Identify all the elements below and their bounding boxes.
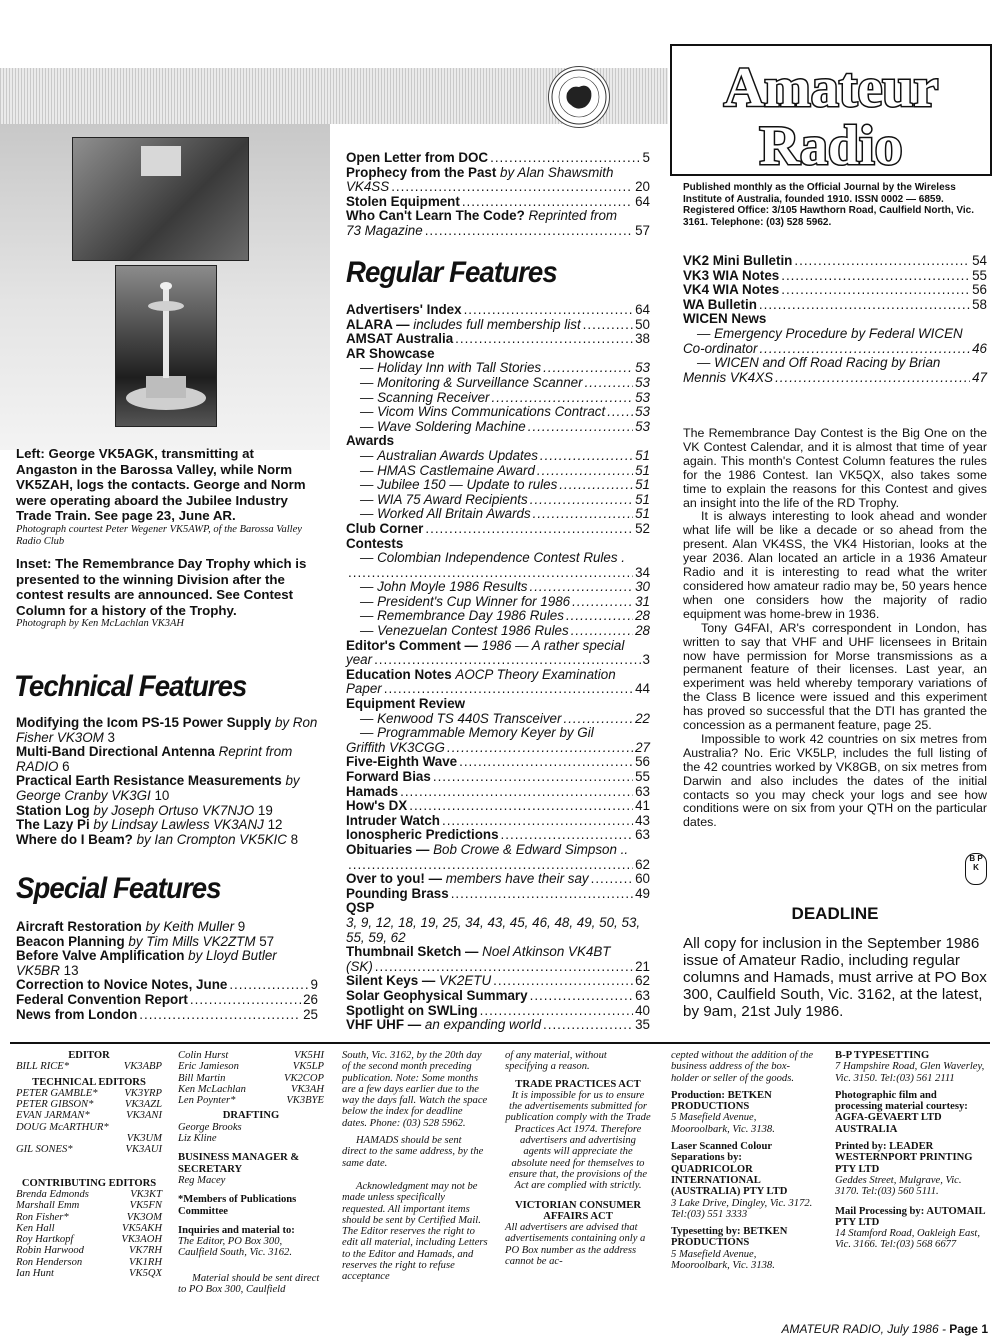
toc-entry-title[interactable]: Prophecy from the Past bbox=[346, 164, 497, 180]
typesetting-address: 5 Masefield Avenue, Mooroolbark, Vic. 3138. bbox=[671, 1248, 775, 1272]
toc-entry-page: 31 bbox=[635, 593, 650, 609]
toc-entry-page: 28 bbox=[635, 608, 650, 624]
toc-entry-title[interactable]: Who Can't Learn The Code? bbox=[346, 208, 525, 224]
toc-entry-title[interactable]: Five-Eighth Wave bbox=[346, 754, 458, 770]
photo-credit-left: Photograph courtest Peter Wegener VK5AWP, of the Barossa Valley Radio Club bbox=[16, 524, 302, 547]
toc-entry-title[interactable]: The Lazy Pi bbox=[16, 817, 90, 833]
toc-entry-title[interactable]: Aircraft Restoration bbox=[16, 919, 142, 934]
toc-entry-page: 21 bbox=[635, 958, 650, 974]
toc-entry-page: 3 bbox=[642, 652, 650, 668]
toc-subentry[interactable]: Holiday Inn with Tall Stories bbox=[377, 360, 542, 376]
toc-entry-author: VK4SS bbox=[346, 179, 390, 195]
toc-entry-page: 56 bbox=[635, 754, 650, 770]
printer-address: Geddes Street, Mulgrave, Vic. 3170. Tel:(03) 560 5111. bbox=[835, 1174, 962, 1198]
wia-emblem bbox=[548, 66, 610, 128]
toc-entry-page: 22 bbox=[635, 710, 650, 726]
toc-entry-title[interactable]: Where do I Beam? bbox=[16, 831, 133, 847]
toc-entry-title[interactable]: ALARA — bbox=[346, 316, 410, 332]
toc-subentry[interactable]: Scanning Receiver bbox=[377, 389, 490, 405]
toc-entry-page: 3 bbox=[107, 729, 115, 745]
laser-heading: Laser Scanned Colour Separations by: QUADRICOLOR INTERNATIONAL (AUSTRALIA) PTY LTD bbox=[671, 1141, 788, 1198]
staff-callsign: VK5HI bbox=[293, 1050, 324, 1061]
toc-entry-title[interactable]: VK4 WIA Notes bbox=[683, 282, 780, 298]
toc-entry-page: 46 bbox=[972, 340, 987, 356]
toc-subentry[interactable]: Remembrance Day 1986 Rules bbox=[377, 608, 564, 624]
staff-name: Colin Hurst bbox=[178, 1050, 229, 1061]
toc-entry-title[interactable]: Hamads bbox=[346, 783, 399, 799]
staff-callsign: VK5AKH bbox=[121, 1222, 162, 1234]
toc-entry-page: 10 bbox=[154, 787, 170, 803]
toc-entry-page: 51 bbox=[635, 477, 650, 493]
intro-paragraph: Impossible to work 42 countries on six metres from Australia? No. Eric VK5LP, includes the full listing of the 42 countries worked by VK8GB, on six metres from Darwin and also includes the dates of the initial contacts so you may check your logs and see how conditions were on six from your QTH on the particular dates. bbox=[683, 731, 987, 830]
toc-entry-page: 52 bbox=[635, 520, 650, 536]
regular-features-list: Advertisers' Index ..... 64 ALARA — includes full membership list ..... 50 AMSAT Australia ..... 38 AR Showcase — Holiday Inn with Tall Stories ..... 53 — Monitoring & Surveillance Scanner ..... 53 — Scanning Receiver ..... 53 — Vicom Wins Communications Contract ..... 53 — Wave Soldering Machine ..... 53 Awards — Australian Awards Updates ..... 51 — HMAS Castlemaine Award ..... 51 — Jubilee 150 — Update to rules ..... 51 — WIA 75 Award Recipients ..... 51 — Worked All Britain Awards ..... 51 Club Corner ..... 52 Contests — Colombian Independence Contest Rules . ..... 34 — John Moyle 1986 Results ..... 30 — President's Cup Winner for 1986 ..... 31 — Remembrance Day 1986 Rules ..... 28 — Venezuelan Contest 1986 Rules ..... 28 Editor's Comment — 1986 — A rather special year ..... 3 Education Notes AOCP Theory Examination Paper ..... 44 Equipment Review — Kenwood TS 440S Transceiver ..... 22 — Programmable Memory Keyer by Gil Griffith VK3CGG ..... 27 Five-Eighth Wave ..... 56 Forward Bias ..... 55 Hamads ..... 63 How's DX ..... 41 Intruder Watch ..... 43 Ionospheric Predictions ..... 63 Obituaries — Bob Crowe & Edward Simpson .. ..... 62 Over to you! — members have their say ..... 60 Pounding Brass ..... 49 QSP 3, 9, 12, 18, 19, 25, 34, 43, 45, 46, 48, 49, 50, 53, 55, 59, 62 Thumbnail Sketch — Noel Atkinson VK4BT (SK) ..... 21 Silent Keys — VK2ETU ..... 62 Solar Geophysical Summary ..... 63 Spotlight on SWLing ..... 40 VHF UHF — an expanding world ..... 35 bbox=[346, 303, 650, 1033]
toc-entry-page: 20 bbox=[635, 179, 650, 195]
operators-photo bbox=[72, 137, 249, 261]
toc-subentry[interactable]: Worked All Britain Awards bbox=[377, 506, 531, 522]
toc-entry-page: 49 bbox=[635, 885, 650, 901]
staff-name: Bill Martin bbox=[178, 1072, 226, 1084]
toc-entry-page: 41 bbox=[635, 798, 650, 814]
bp-heading: B-P TYPESETTING bbox=[835, 1050, 930, 1061]
toc-entry-page: 50 bbox=[635, 316, 650, 332]
contributing-heading: CONTRIBUTING EDITORS bbox=[21, 1177, 157, 1189]
toc-entry-page: 13 bbox=[63, 962, 79, 978]
mail-heading: Mail Processing by: AUTOMAIL PTY LTD bbox=[835, 1205, 985, 1228]
logo-line2: Radio bbox=[759, 115, 903, 174]
toc-entry-title[interactable]: Correction to Novice Notes, June bbox=[16, 977, 228, 993]
technical-heading: Technical Features bbox=[14, 670, 247, 703]
masthead-logo bbox=[670, 44, 992, 176]
toc-subentry[interactable]: Jubilee 150 — Update to rules bbox=[377, 477, 558, 493]
toc-subentry[interactable]: Venezuelan Contest 1986 Rules bbox=[377, 623, 569, 639]
film-credit: Photographic film and processing material courtesy: AGFA-GEVAERT LTD AUSTRALIA bbox=[835, 1089, 968, 1135]
hamads-note: HAMADS should be sent direct to the same address, by the same date. bbox=[342, 1135, 484, 1169]
initials-badge: B P K bbox=[965, 853, 987, 885]
editor-heading: EDITOR bbox=[68, 1050, 110, 1061]
toc-entry-page: 25 bbox=[303, 1006, 318, 1022]
staff-name: Ian Hunt bbox=[16, 1268, 54, 1280]
toc-entry-title[interactable]: Over to you! — bbox=[346, 871, 442, 887]
editorial-intro bbox=[683, 427, 987, 830]
staff-name: George Brooks bbox=[178, 1121, 242, 1133]
toc-subentry[interactable]: Programmable Memory Keyer by Gil bbox=[377, 725, 594, 741]
toc-entry-title[interactable]: How's DX bbox=[346, 798, 408, 814]
staff-callsign: VK3ANI bbox=[126, 1110, 162, 1122]
toc-entry-title[interactable]: Advertisers' Index bbox=[346, 302, 462, 317]
toc-entry-page: 8 bbox=[290, 831, 299, 847]
toc-entry-page: 62 bbox=[635, 973, 650, 989]
footer-magazine: AMATEUR RADIO, bbox=[781, 1322, 884, 1336]
toc-section-title[interactable]: AR Showcase bbox=[346, 345, 435, 361]
toc-entry-author: by Lloyd Butler VK5BR bbox=[16, 948, 277, 978]
staff-name: Liz Kline bbox=[178, 1133, 217, 1145]
inquiries-heading: Inquiries and material to: bbox=[178, 1224, 295, 1236]
toc-entry-page: 35 bbox=[635, 1017, 650, 1033]
toc-subentry[interactable]: Monitoring & Surveillance Scanner bbox=[377, 374, 583, 390]
toc-entry-author: Noel Atkinson VK4BT bbox=[482, 944, 611, 960]
toc-entry-page: 27 bbox=[635, 739, 650, 755]
tpa-text: It is impossible for us to ensure the advertisements submitted for publication comply with the Trade Practices Act 1974. Therefore advertisers and advertising agents will appreciate the absolute need for themselves to ensure that, the provisions of the Act are complied with strictly. bbox=[505, 1089, 651, 1192]
staff-callsign: VK3AUI bbox=[125, 1144, 162, 1156]
toc-entry-page: 55 bbox=[972, 267, 987, 283]
toc-entry-author: AOCP Theory Examination bbox=[455, 666, 616, 682]
toc-entry-title[interactable]: VHF UHF — bbox=[346, 1017, 422, 1033]
toc-entry-author: by Ron Fisher VK3OM bbox=[16, 715, 318, 745]
staff-name: Ron Henderson bbox=[16, 1256, 83, 1268]
intro-paragraph: The Remembrance Day Contest is the Big One on the VK Contest Calendar, and it is almost that time of year again. This month's Contest Column features the rules for the 1986 Contest. Ian VK5QX, also takes some time to explain the reasons for this Contest and gives an insight into the life of the RD Trophy. bbox=[683, 426, 987, 510]
toc-entry-author: Reprinted from bbox=[528, 208, 618, 224]
toc-entry-page: 54 bbox=[972, 253, 987, 268]
staff-callsign: VK3YRP bbox=[124, 1087, 162, 1099]
toc-entry-page: 64 bbox=[635, 193, 650, 209]
photo-caption-left: Left: George VK5AGK, transmitting at Angaston in the Barossa Valley, while Norm VK5ZAH, logs the contacts. George and Norm were operating aboard the Jubilee Industry Trade Train. See page 23, June AR. bbox=[16, 446, 306, 523]
toc-entry-author: year bbox=[346, 652, 373, 668]
toc-subentry[interactable]: Wave Soldering Machine bbox=[377, 418, 526, 434]
production-heading: Production: BETKEN PRODUCTIONS bbox=[671, 1089, 772, 1113]
bp-address: 7 Hampshire Road, Glen Waverley, Vic. 3150. Tel:(03) 561 2111 bbox=[835, 1061, 985, 1084]
staff-name: Brenda Edmonds bbox=[16, 1188, 89, 1200]
toc-subentry[interactable]: HMAS Castlemaine Award bbox=[377, 462, 535, 478]
toc-section-title[interactable]: Contests bbox=[346, 535, 404, 551]
staff-callsign: VK3ABP bbox=[123, 1061, 162, 1073]
toc-entry-page: 5 bbox=[642, 150, 650, 165]
toc-entry-page: 55 bbox=[635, 769, 650, 784]
toc-entry-title[interactable]: Multi-Band Directional Antenna bbox=[16, 744, 215, 760]
toc-entry-title[interactable]: Station Log bbox=[16, 802, 90, 818]
toc-entry-page: 62 bbox=[635, 856, 650, 872]
toc-section-title[interactable]: WICEN News bbox=[683, 311, 767, 327]
vca-text-cont: cepted without the addition of the business address of the box-holder or seller of the goods. bbox=[671, 1050, 814, 1084]
toc-section-title[interactable]: Equipment Review bbox=[346, 696, 466, 712]
intro-paragraph: It is always interesting to look ahead and wonder what life will be like a decade or so ahead from the present. Alan VK4SS, the VK4 Historian, looks at the year 2036. Alan located an article in a 1936 Amateur Radio and it is interesting to read what the writer considered how amateur radio may be, 50 years hence when one considers how the majority of radio equipment was home-brew in 1936. bbox=[683, 509, 987, 621]
deadline-title: DEADLINE bbox=[791, 904, 879, 923]
toc-entry-page: 58 bbox=[972, 296, 987, 312]
intro-paragraph: Tony G4FAI, AR's correspondent in London, has written to say that VHF and UHF licensees in Britain now have permission for Morse transmissions as a permanent feature of their licenses. Last year, an experiment was held whereby temporary variations of the Class B licence were issued and this experiment has proved so successful that the DTI has granted the concession as a permanent feature, page 25. bbox=[683, 620, 987, 733]
toc-entry-page: 51 bbox=[635, 491, 650, 507]
divider bbox=[10, 1042, 990, 1044]
staff-callsign: VK3OM bbox=[126, 1211, 162, 1223]
toc-entry-title[interactable]: WA Bulletin bbox=[683, 296, 757, 312]
refusal-note: of any material, without specifying a reason. bbox=[505, 1050, 607, 1073]
staff-name: PETER GIBSON* bbox=[16, 1099, 94, 1111]
toc-entry-author: includes full membership list bbox=[413, 316, 581, 332]
toc-entry-author: by George Cranby VK3GI bbox=[16, 773, 300, 803]
toc-subentry[interactable]: WIA 75 Award Recipients bbox=[377, 491, 528, 507]
staff-callsign: VK3KT bbox=[130, 1188, 162, 1200]
toc-entry-title[interactable]: Stolen Equipment bbox=[346, 193, 460, 209]
acknowledgment-note: Acknowledgment may not be made unless specifically requested. All important items should be sent by Certified Mail. The Editor reserves the right to edit all material, including Letters to the Editor and Hamads, and reserves the right to refuse acceptance bbox=[342, 1180, 488, 1283]
staff-name: PETER GAMBLE* bbox=[16, 1087, 98, 1099]
toc-subentry[interactable]: John Moyle 1986 Results bbox=[377, 579, 528, 595]
staff-name: EVAN JARMAN* bbox=[16, 1110, 90, 1122]
staff-name: Ken Hall bbox=[16, 1222, 55, 1234]
staff-name: Roy Hartkopf bbox=[16, 1234, 74, 1246]
staff-callsign: VK2COP bbox=[283, 1072, 324, 1084]
toc-entry-author: by Ian Crompton VK5KIC bbox=[136, 831, 287, 847]
toc-entry-page: 40 bbox=[635, 1002, 650, 1018]
toc-entry-page: 9 bbox=[310, 977, 318, 993]
typesetting-heading: Typesetting by: BETKEN PRODUCTIONS bbox=[671, 1226, 788, 1249]
staff-col-1 bbox=[16, 1050, 162, 1279]
members-note: *Members of Publications Committee bbox=[178, 1194, 297, 1217]
toc-entry-page: 53 bbox=[635, 418, 650, 434]
staff-callsign: VK1RH bbox=[129, 1256, 162, 1268]
toc-subentry: Co-ordinator bbox=[683, 340, 758, 356]
toc-entry-title[interactable]: VK3 WIA Notes bbox=[683, 267, 780, 283]
toc-entry-title[interactable]: Before Valve Amplification bbox=[16, 948, 185, 964]
vca-heading: VICTORIAN CONSUMER AFFAIRS ACT bbox=[514, 1199, 642, 1222]
toc-section-title[interactable]: QSP bbox=[346, 900, 375, 916]
photo-caption-inset: Inset: The Remembrance Day Trophy which is presented to the winning Division after the contest results are announced. See Contest Column for a history of the Trophy. bbox=[16, 556, 307, 618]
toc-section-title[interactable]: Awards bbox=[346, 433, 395, 449]
staff-name: Ken McLachlan bbox=[178, 1083, 246, 1095]
toc-entry-title[interactable]: Solar Geophysical Summary bbox=[346, 987, 528, 1003]
toc-entry-title[interactable]: Education Notes bbox=[346, 666, 452, 682]
toc-entry-page: 51 bbox=[635, 462, 650, 478]
toc-entry-page: 30 bbox=[635, 579, 650, 595]
toc-entry-title[interactable]: Practical Earth Resistance Measurements bbox=[16, 773, 282, 789]
special-heading: Special Features bbox=[16, 872, 221, 905]
deadline-note: South, Vic. 3162, by the 20th day of the second month preceding publication. Note: Some months are a few days earlier due to the way the days fall. Watch the space below the index for deadline dates. Phone: (03) 528 5962. bbox=[342, 1050, 488, 1129]
footer-date: July 1986 - bbox=[887, 1322, 946, 1336]
footer-page: Page 1 bbox=[949, 1322, 988, 1336]
toc-entry-author: 73 Magazine bbox=[346, 222, 423, 238]
toc-entry-page: 34 bbox=[635, 564, 650, 580]
toc-entry-author: by Tim Mills VK2ZTM bbox=[128, 933, 256, 949]
toc-entry-title[interactable]: Pounding Brass bbox=[346, 885, 449, 901]
toc-entry-title[interactable]: Federal Convention Report bbox=[16, 991, 188, 1007]
inquiries-address: The Editor, PO Box 300, Caulfield South, Vic. 3162. bbox=[178, 1236, 292, 1259]
toc-entry-page: 53 bbox=[635, 360, 650, 376]
logo-line1: Amateur bbox=[723, 57, 939, 119]
toc-entry-title[interactable]: Silent Keys — bbox=[346, 973, 436, 989]
toc-subentry[interactable]: — Emergency Procedure by Federal WICEN bbox=[697, 325, 963, 341]
toc-entry-title[interactable]: Obituaries — bbox=[346, 841, 430, 857]
toc-entry-page: 38 bbox=[635, 331, 650, 347]
toc-entry-page: 57 bbox=[635, 222, 650, 238]
toc-subentry: Griffith VK3CGG bbox=[346, 739, 445, 755]
staff-name: Eric Jamieson bbox=[178, 1061, 239, 1073]
toc-entry-page: 53 bbox=[635, 374, 650, 390]
toc-subentry[interactable]: Vicom Wins Communications Contract bbox=[377, 404, 606, 420]
toc-entry-title[interactable]: Forward Bias bbox=[346, 769, 431, 784]
staff-col-4 bbox=[505, 1050, 651, 1267]
business-heading: BUSINESS MANAGER & SECRETARY bbox=[178, 1152, 300, 1175]
toc-entry-page: 47 bbox=[972, 369, 987, 385]
toc-entry-title[interactable]: Editor's Comment — bbox=[346, 637, 478, 653]
toc-entry-page: 57 bbox=[259, 933, 275, 949]
regular-heading: Regular Features bbox=[346, 256, 557, 289]
production-address: 5 Masefield Avenue, Mooroolbark, Vic. 3138. bbox=[671, 1112, 775, 1135]
staff-callsign: VK3UM bbox=[126, 1133, 162, 1145]
staff-name: Marshall Emm bbox=[16, 1200, 80, 1212]
toc-entry-author: 1986 — A rather special bbox=[481, 637, 625, 653]
toc-entry-page: 28 bbox=[635, 623, 650, 639]
toc-entry-page: 64 bbox=[635, 302, 650, 317]
technical-list bbox=[16, 716, 318, 847]
toc-entry-page: 6 bbox=[62, 758, 70, 774]
photo-credit-inset: Photograph by Ken McLachlan VK3AH bbox=[16, 618, 184, 629]
toc-entry-author: Paper bbox=[346, 681, 382, 697]
staff-col-5 bbox=[671, 1050, 817, 1271]
staff-name: BILL RICE* bbox=[16, 1061, 70, 1073]
staff-name: Len Poynter* bbox=[178, 1095, 236, 1107]
staff-name: GIL SONES* bbox=[16, 1144, 73, 1156]
staff-name: Ron Fisher* bbox=[16, 1211, 69, 1223]
toc-entry-title[interactable]: Modifying the Icom PS-15 Power Supply bbox=[16, 715, 272, 730]
trophy-photo bbox=[115, 265, 217, 427]
staff-col-3 bbox=[342, 1050, 488, 1283]
printer-heading: Printed by: LEADER WESTERNPORT PRINTING PTY LTD bbox=[835, 1141, 973, 1175]
toc-subentry[interactable]: — Colombian Independence Contest Rules . bbox=[360, 550, 625, 566]
staff-callsign: VK3BYE bbox=[286, 1095, 324, 1107]
drafting-heading: DRAFTING bbox=[222, 1110, 280, 1122]
staff-name: Robin Harwood bbox=[16, 1245, 84, 1257]
toc-subentry[interactable]: Kenwood TS 440S Transceiver bbox=[377, 710, 562, 726]
toc-entry-title[interactable]: Intruder Watch bbox=[346, 812, 440, 828]
toc-entry-title[interactable]: Club Corner bbox=[346, 520, 424, 536]
staff-callsign: VK5LP bbox=[292, 1061, 324, 1073]
toc-entry-page: 60 bbox=[635, 871, 650, 887]
staff-callsign: VK5QX bbox=[129, 1268, 162, 1280]
toc-entry-page: 9 bbox=[237, 919, 246, 934]
toc-entry-title[interactable]: News from London bbox=[16, 1006, 138, 1022]
toc-entry-page: 26 bbox=[303, 991, 318, 1007]
toc-subentry[interactable]: President's Cup Winner for 1986 bbox=[377, 593, 571, 609]
toc-entry-title[interactable]: AMSAT Australia bbox=[346, 331, 454, 347]
toc-subentry[interactable]: — WICEN and Off Road Racing by Brian bbox=[697, 355, 941, 371]
qsp-pages: 3, 9, 12, 18, 19, 25, 34, 43, 45, 46, 48, 49, 50, 53, 55, 59, 62 bbox=[346, 914, 641, 945]
toc-entry-author: an expanding world bbox=[424, 1017, 542, 1033]
page-footer bbox=[781, 1322, 988, 1336]
toc-entry-title[interactable]: Beacon Planning bbox=[16, 933, 125, 949]
staff-callsign: VK3AZL bbox=[124, 1099, 162, 1111]
toc-entry-page: 56 bbox=[972, 282, 987, 298]
staff-name: Reg Macey bbox=[178, 1174, 226, 1186]
deadline-text: All copy for inclusion in the September 1986 issue of Amateur Radio, including regular columns and Hamads, must arrive at PO Box 300, Caulfield South, Vic. 3162, at the latest, by 9am, 21st July 1986. bbox=[683, 935, 987, 1020]
toc-entry-title[interactable]: Thumbnail Sketch — bbox=[346, 944, 479, 960]
toc-entry-author: VK2ETU bbox=[439, 973, 492, 989]
top-features-list bbox=[346, 151, 650, 239]
vca-text: All advertisers are advised that advertisements containing only a PO Box number as the address cannot be ac- bbox=[505, 1222, 646, 1268]
toc-entry-page: 19 bbox=[257, 802, 273, 818]
staff-callsign: VK7RH bbox=[129, 1245, 162, 1257]
toc-entry-page: 53 bbox=[635, 389, 650, 405]
toc-entry-author: by Keith Muller bbox=[145, 919, 235, 934]
toc-subentry: Mennis VK4XS bbox=[683, 369, 774, 385]
laser-address: 3 Lake Drive, Dingley, Vic. 3172. Tel:(03) 551 3333 bbox=[671, 1197, 813, 1220]
toc-entry-title[interactable]: Open Letter from DOC bbox=[346, 150, 489, 165]
staff-callsign: VK3AOH bbox=[121, 1234, 162, 1246]
toc-entry-author: Bob Crowe & Edward Simpson .. bbox=[433, 841, 629, 857]
toc-entry-page: 44 bbox=[635, 681, 650, 697]
toc-entry-page: 63 bbox=[635, 987, 650, 1003]
staff-callsign: VK5FN bbox=[129, 1200, 162, 1212]
toc-entry-author: by Alan Shawsmith bbox=[500, 164, 614, 180]
toc-entry-author: members have their say bbox=[445, 871, 589, 887]
staff-col-6 bbox=[835, 1050, 985, 1251]
special-list bbox=[16, 920, 318, 1022]
toc-entry-title[interactable]: Spotlight on SWLing bbox=[346, 1002, 478, 1018]
staff-callsign: VK3AH bbox=[291, 1083, 324, 1095]
staff-col-2 bbox=[178, 1050, 324, 1295]
toc-entry-author: by Joseph Ortuso VK7NJO bbox=[93, 802, 255, 818]
toc-entry-page: 51 bbox=[635, 506, 650, 522]
bulletins-list bbox=[683, 254, 987, 385]
toc-entry-page: 63 bbox=[635, 783, 650, 799]
toc-entry-page: 63 bbox=[635, 827, 650, 843]
toc-entry-author: by Lindsay Lawless VK3ANJ bbox=[93, 817, 264, 833]
toc-entry-page: 12 bbox=[267, 817, 283, 833]
publication-info: Published monthly as the Official Journal by the Wireless Institute of Australia, founded 1910. ISSN 0002 — 6859. Registered Office: 3/105 Hawthorn Road, Caulfield North, Vic. 3161. Telephone: (03) 528 5962. bbox=[683, 182, 974, 228]
material-note: Material should be sent direct to PO Box 300, Caulfield bbox=[178, 1272, 320, 1296]
toc-entry-page: 53 bbox=[635, 404, 650, 420]
tech-editors-heading: TECHNICAL EDITORS bbox=[32, 1076, 146, 1088]
toc-entry-page: 51 bbox=[635, 447, 650, 463]
toc-entry-page: 43 bbox=[635, 812, 650, 828]
tpa-heading: TRADE PRACTICES ACT bbox=[515, 1078, 641, 1090]
mail-address: 14 Stamford Road, Oakleigh East, Vic. 3166. Tel:(03) 568 6677 bbox=[835, 1228, 980, 1251]
toc-entry-author: (SK) bbox=[346, 958, 373, 974]
toc-entry-author: Reprint from RADIO bbox=[16, 744, 293, 774]
toc-subentry[interactable]: Australian Awards Updates bbox=[377, 447, 538, 463]
toc-entry-title[interactable]: Ionospheric Predictions bbox=[346, 827, 499, 843]
staff-name: DOUG McARTHUR* bbox=[16, 1121, 109, 1133]
toc-entry-title[interactable]: VK2 Mini Bulletin bbox=[683, 253, 793, 268]
